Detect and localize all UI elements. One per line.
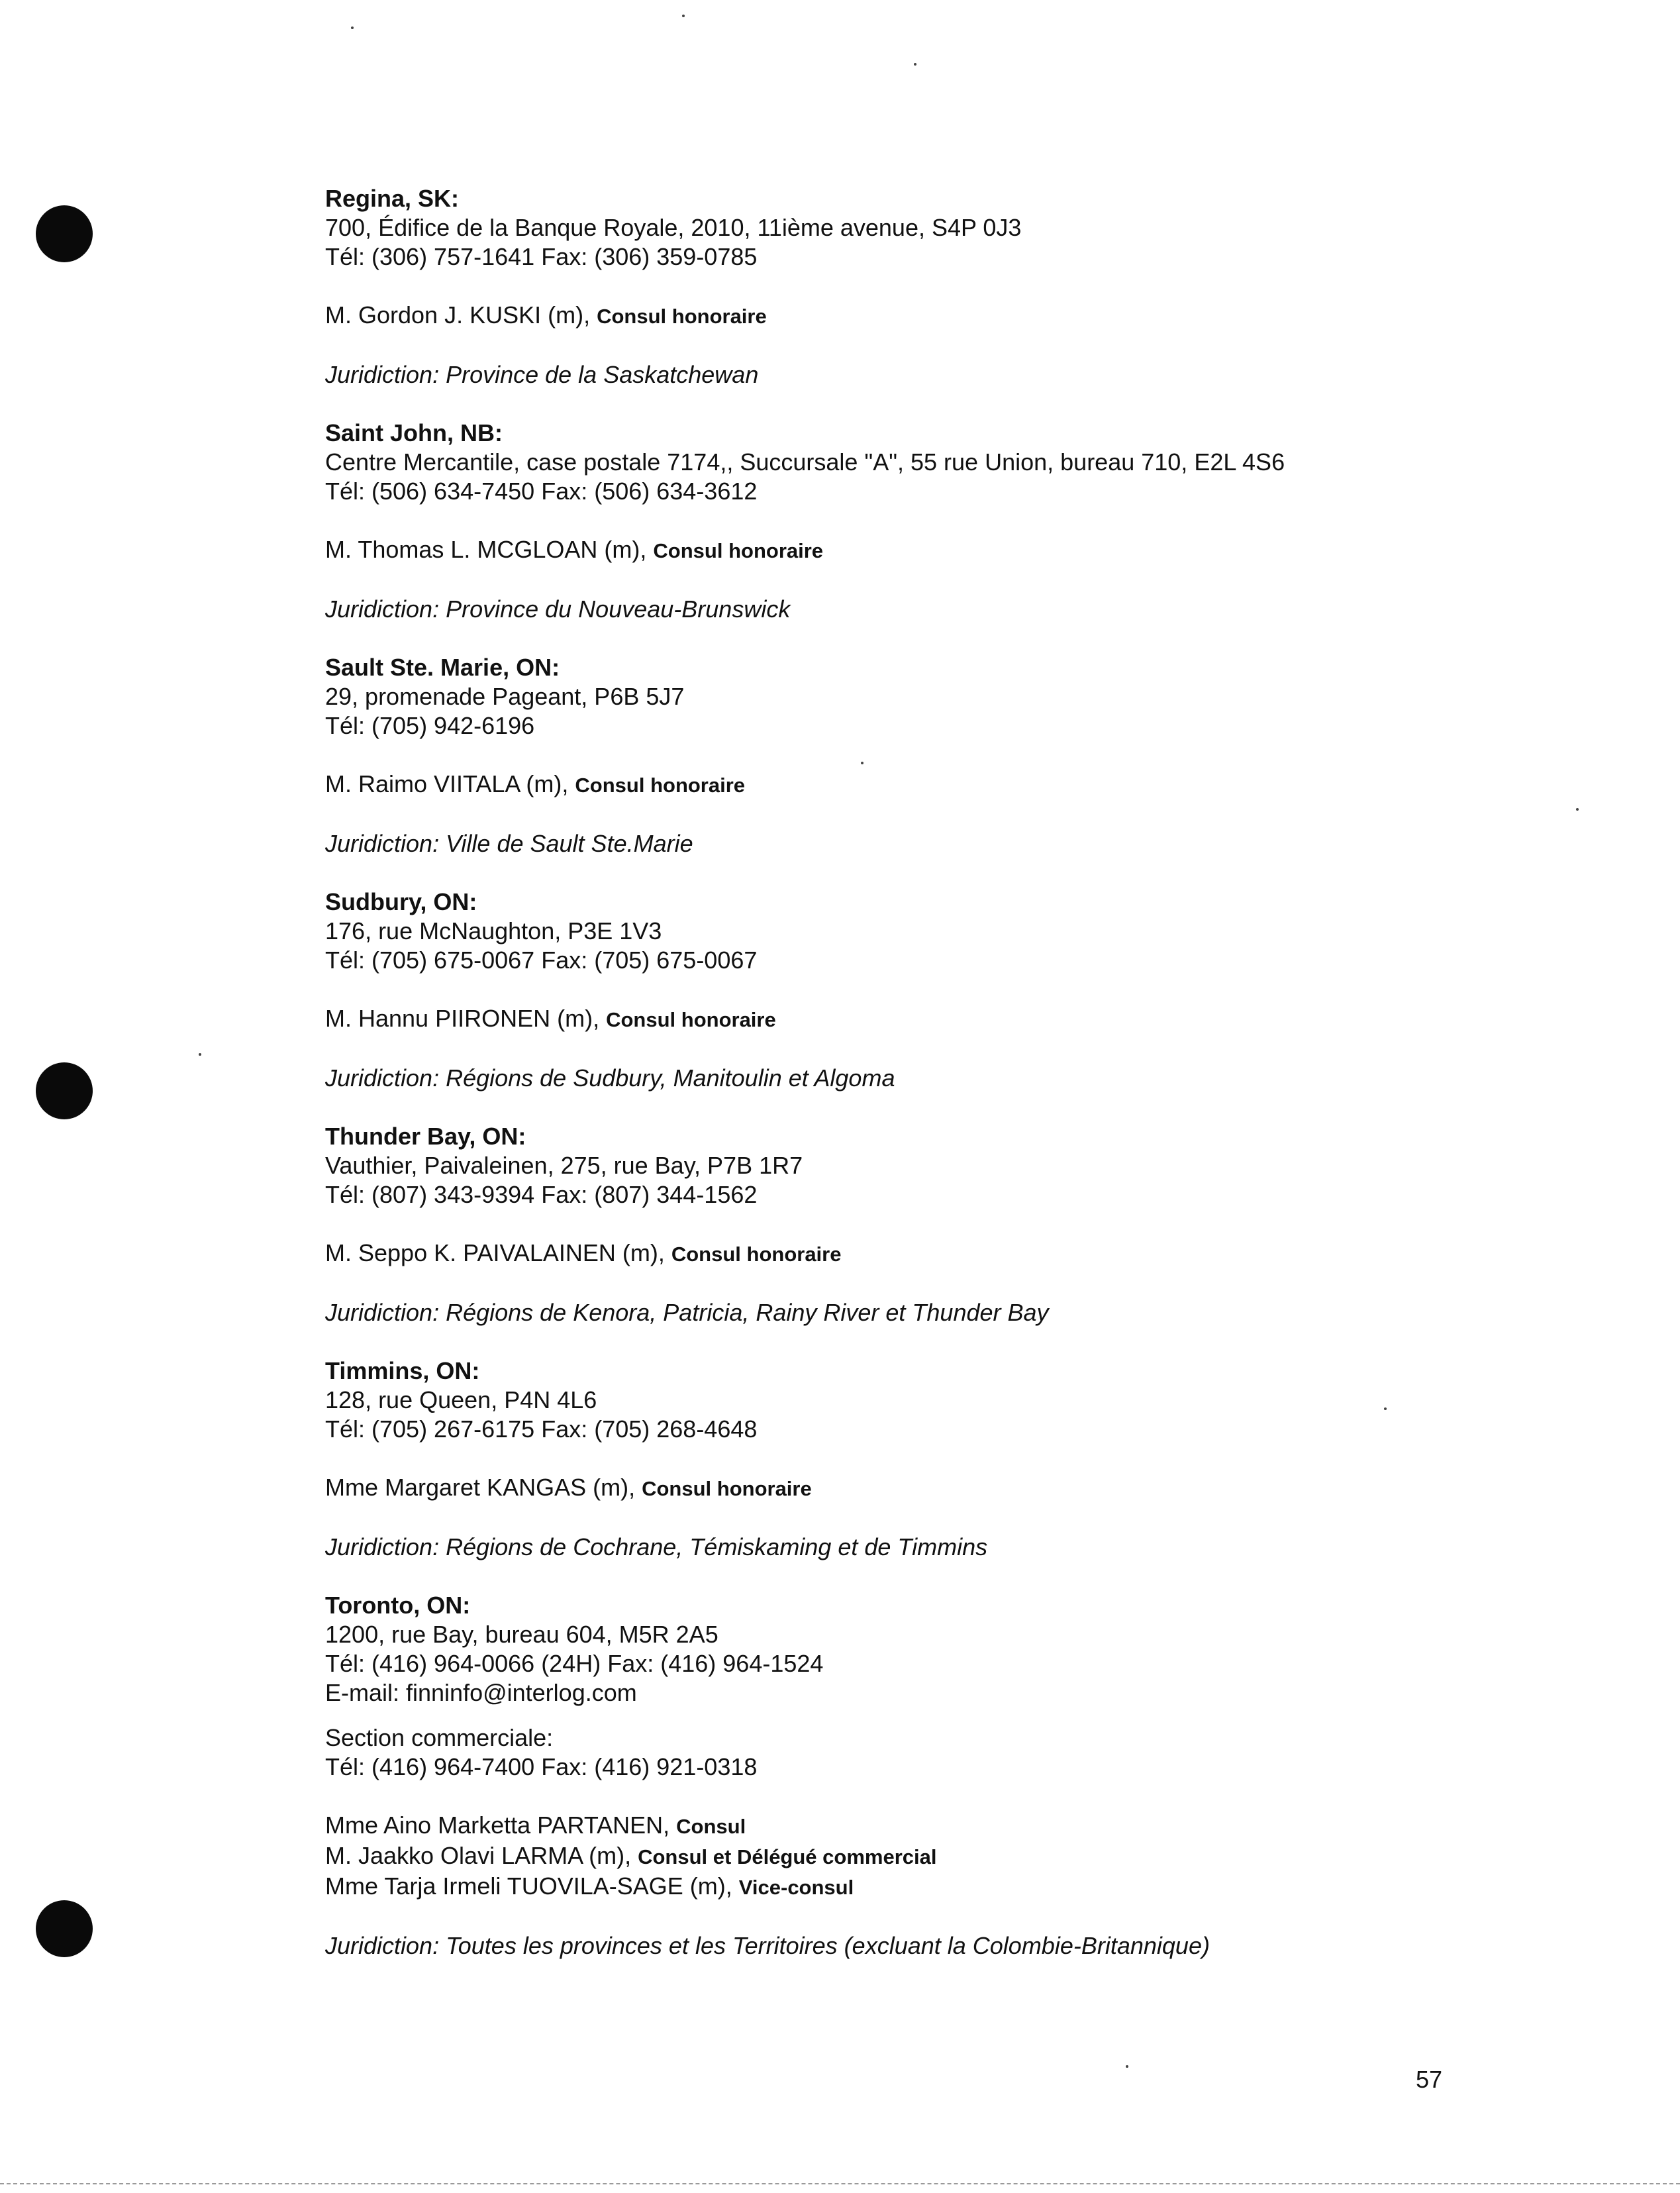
scan-speck	[199, 1053, 201, 1056]
punch-hole-top	[36, 205, 93, 262]
consulate-entry-thunder-bay	[325, 1122, 1583, 1327]
jurisdiction-line: Juridiction: Province du Nouveau-Brunswick	[325, 595, 791, 623]
phone-line: Tél: (506) 634-7450 Fax: (506) 634-3612	[325, 478, 758, 505]
scan-speck	[1384, 1407, 1387, 1410]
official-title: Vice-consul	[738, 1876, 854, 1899]
official-name: Mme Margaret KANGAS (m),	[325, 1474, 636, 1501]
official-line	[325, 1872, 1583, 1902]
jurisdiction-line: Juridiction: Régions de Cochrane, Témiskaming et de Timmins	[325, 1533, 988, 1560]
address-line: 700, Édifice de la Banque Royale, 2010, 11ième avenue, S4P 0J3	[325, 214, 1022, 241]
official-title: Consul honoraire	[671, 1243, 842, 1266]
official-line	[325, 1473, 1583, 1504]
official-line	[325, 1239, 1583, 1269]
official-title: Consul	[676, 1815, 746, 1838]
commercial-section-label: Section commerciale:	[325, 1724, 554, 1751]
official-line	[325, 535, 1583, 566]
consulate-entry-sudbury	[325, 888, 1583, 1093]
jurisdiction-line: Juridiction: Toutes les provinces et les Territoires (excluant la Colombie-Britannique)	[325, 1932, 1210, 1959]
punch-hole-bottom	[36, 1900, 93, 1957]
official-title: Consul honoraire	[642, 1477, 812, 1500]
city-heading: Sudbury, ON:	[325, 888, 477, 915]
city-heading: Timmins, ON:	[325, 1357, 480, 1384]
official-name: M. Gordon J. KUSKI (m),	[325, 301, 591, 329]
address-line: 176, rue McNaughton, P3E 1V3	[325, 917, 662, 944]
official-line	[325, 770, 1583, 800]
official-line	[325, 301, 1583, 331]
official-name: M. Jaakko Olavi LARMA (m),	[325, 1842, 632, 1869]
consulate-entry-saint-john	[325, 419, 1583, 624]
consulate-listing	[325, 184, 1583, 1990]
scan-speck	[351, 26, 354, 29]
jurisdiction-line: Juridiction: Ville de Sault Ste.Marie	[325, 830, 693, 857]
phone-line: Tél: (705) 675-0067 Fax: (705) 675-0067	[325, 946, 758, 974]
address-line: 1200, rue Bay, bureau 604, M5R 2A5	[325, 1621, 718, 1648]
jurisdiction-line: Juridiction: Province de la Saskatchewan	[325, 361, 759, 388]
official-line	[325, 1841, 1583, 1872]
official-name: Mme Tarja Irmeli TUOVILA-SAGE (m),	[325, 1872, 732, 1900]
consulate-entry-timmins	[325, 1356, 1583, 1562]
official-title: Consul honoraire	[575, 774, 746, 797]
scan-speck	[1126, 2065, 1128, 2068]
consulate-entry-sault-ste-marie	[325, 653, 1583, 858]
email-line: E-mail: finninfo@interlog.com	[325, 1679, 637, 1706]
scan-speck	[1576, 808, 1579, 811]
address-line: 128, rue Queen, P4N 4L6	[325, 1386, 597, 1413]
official-title: Consul et Délégué commercial	[638, 1845, 937, 1868]
phone-line: Tél: (807) 343-9394 Fax: (807) 344-1562	[325, 1181, 758, 1208]
official-name: M. Thomas L. MCGLOAN (m),	[325, 536, 647, 563]
city-heading: Sault Ste. Marie, ON:	[325, 654, 560, 681]
punch-hole-middle	[36, 1062, 93, 1119]
jurisdiction-line: Juridiction: Régions de Sudbury, Manitoulin et Algoma	[325, 1064, 895, 1092]
official-name: M. Seppo K. PAIVALAINEN (m),	[325, 1239, 665, 1266]
city-heading: Regina, SK:	[325, 185, 460, 212]
official-name: M. Hannu PIIRONEN (m),	[325, 1005, 600, 1032]
consulate-entry-toronto	[325, 1591, 1583, 1961]
official-name: Mme Aino Marketta PARTANEN,	[325, 1811, 670, 1839]
address-line: Vauthier, Paivaleinen, 275, rue Bay, P7B 1R7	[325, 1152, 803, 1179]
official-title: Consul honoraire	[653, 539, 824, 562]
scan-edge-line	[0, 2183, 1680, 2184]
phone-line: Tél: (416) 964-0066 (24H) Fax: (416) 964-1524	[325, 1650, 824, 1677]
commercial-phone-line: Tél: (416) 964-7400 Fax: (416) 921-0318	[325, 1753, 758, 1780]
official-name: M. Raimo VIITALA (m),	[325, 770, 569, 797]
jurisdiction-line: Juridiction: Régions de Kenora, Patricia, Rainy River et Thunder Bay	[325, 1299, 1049, 1326]
phone-line: Tél: (306) 757-1641 Fax: (306) 359-0785	[325, 243, 758, 270]
city-heading: Thunder Bay, ON:	[325, 1123, 526, 1150]
phone-line: Tél: (705) 942-6196	[325, 712, 535, 739]
scan-speck	[861, 762, 864, 764]
consulate-entry-regina	[325, 184, 1583, 389]
scan-speck	[914, 63, 916, 66]
page-number: 57	[1416, 2066, 1443, 2093]
phone-line: Tél: (705) 267-6175 Fax: (705) 268-4648	[325, 1415, 758, 1443]
address-line: Centre Mercantile, case postale 7174,, Succursale "A", 55 rue Union, bureau 710, E2L 4S6	[325, 448, 1285, 476]
scan-speck	[682, 15, 685, 17]
official-title: Consul honoraire	[597, 305, 767, 328]
address-line: 29, promenade Pageant, P6B 5J7	[325, 683, 685, 710]
official-line	[325, 1004, 1583, 1035]
official-line	[325, 1811, 1583, 1841]
official-title: Consul honoraire	[606, 1008, 776, 1031]
city-heading: Toronto, ON:	[325, 1592, 471, 1619]
city-heading: Saint John, NB:	[325, 419, 503, 446]
